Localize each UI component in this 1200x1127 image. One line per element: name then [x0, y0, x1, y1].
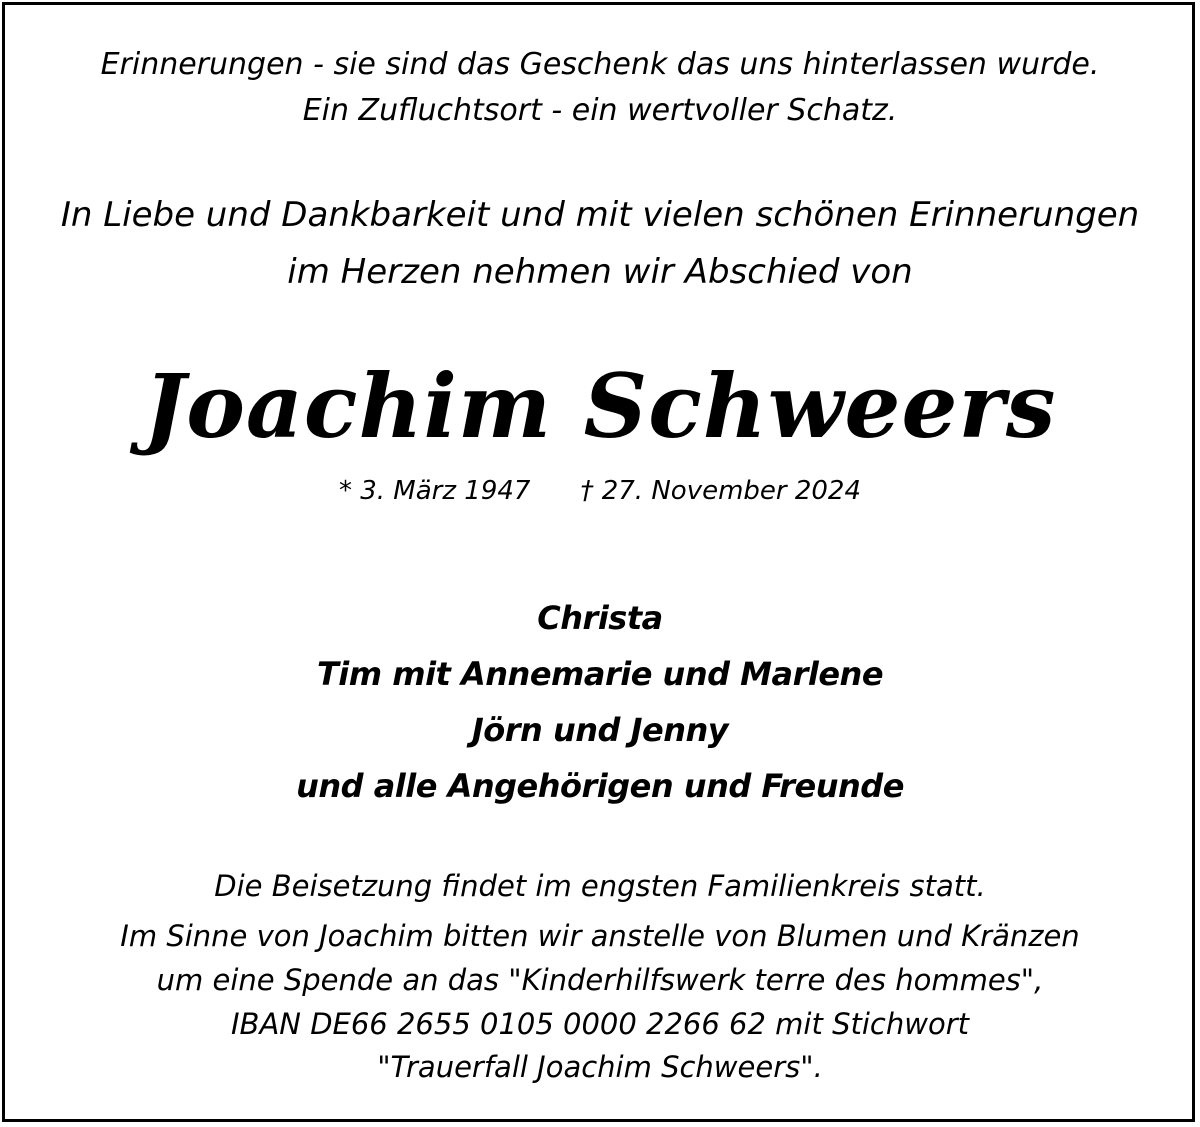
life-dates [0, 478, 1200, 504]
motto-line-1: Erinnerungen - sie sind das Geschenk das uns hinterlassen wurde. [100, 47, 1100, 82]
motto-line-2: Ein Zufluchtsort - ein wertvoller Schatz. [302, 93, 898, 128]
notice-line-1: Die Beisetzung findet im engsten Familienkreis statt. [214, 869, 986, 903]
page-border [2, 2, 1195, 1122]
deceased-name: Joachim Schweers [143, 354, 1057, 458]
intro-line-1: In Liebe und Dankbarkeit und mit vielen schönen Erinnerungen [60, 195, 1140, 235]
notice-line-4: IBAN DE66 2655 0105 0000 2266 62 mit Stichwort [231, 1007, 969, 1041]
notice-line-5: "Trauerfall Joachim Schweers". [377, 1050, 823, 1084]
birth-date: * 3. März 1947 [338, 476, 531, 506]
mourner-line-3: Jörn und Jenny [471, 711, 729, 749]
mourner-line-4: und alle Angehörigen und Freunde [296, 767, 904, 805]
notice-line-2: Im Sinne von Joachim bitten wir anstelle von Blumen und Kränzen [120, 919, 1080, 953]
intro-line-2: im Herzen nehmen wir Abschied von [287, 252, 913, 292]
death-date: † 27. November 2024 [580, 476, 862, 506]
notice-line-3: um eine Spende an das "Kinderhilfswerk terre des hommes", [156, 963, 1044, 997]
mourner-line-1: Christa [537, 599, 663, 637]
mourner-line-2: Tim mit Annemarie und Marlene [316, 655, 884, 693]
